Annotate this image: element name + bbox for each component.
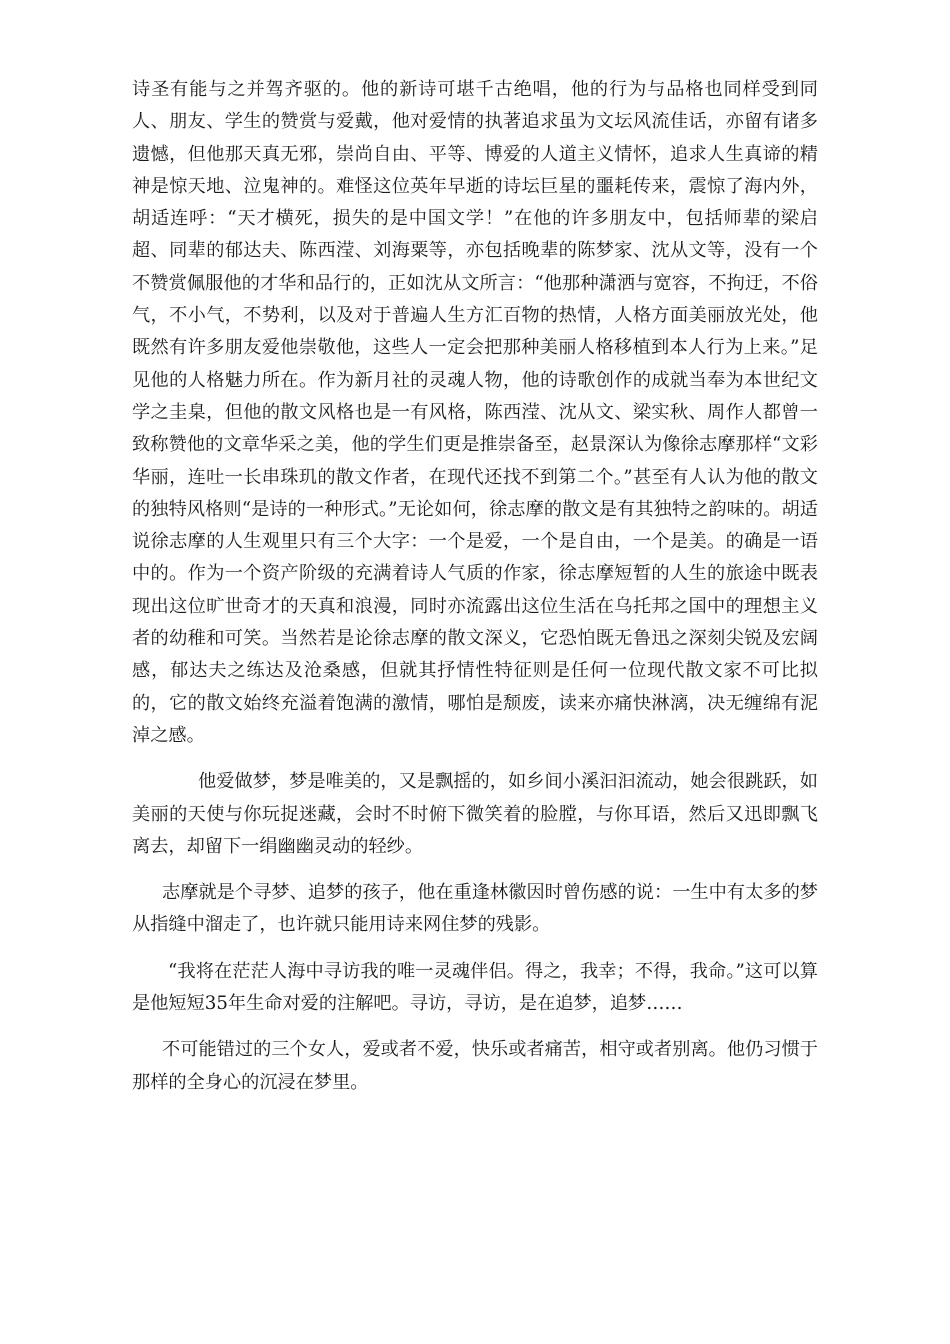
document-body — [132, 74, 818, 1099]
paragraph-3: 志摩就是个寻梦、追梦的孩子，他在重逢林徽因时曾伤感的说：一生中有太多的梦从指缝中溜走了，也许就只能用诗来网住梦的残影。 — [132, 882, 818, 936]
paragraph-5: 不可能错过的三个女人，爱或者不爱，快乐或者痛苦，相守或者别离。他仍习惯于那样的全身心的沉浸在梦里。 — [132, 1039, 818, 1093]
paragraph-1: 诗圣有能与之并驾齐驱的。他的新诗可堪千古绝唱，他的行为与品格也同样受到同人、朋友、学生的赞赏与爱戴，他对爱情的执著追求虽为文坛风流佳话，亦留有诸多遗憾，但他那天真无邪，崇尚自由、平等、博爱的人道主义情怀，追求人生真谛的精神是惊天地、泣鬼神的。难怪这位英年早逝的诗坛巨星的噩耗传来，震惊了海内外，胡适连呼：“天才横死，损失的是中国文学！”在他的许多朋友中，包括师辈的梁启超、同辈的郁达夫、陈西滢、刘海粟等，亦包括晚辈的陈梦家、沈从文等，没有一个不赞赏佩服他的才华和品行的，正如沈从文所言：“他那种潇洒与宽容，不拘迂，不俗气，不小气，不势利，以及对于普遍人生方汇百物的热情，人格方面美丽放光处，他既然有许多朋友爱他崇敬他，这些人一定会把那种美丽人格移植到本人行为上来。”足见他的人格魅力所在。作为新月社的灵魂人物，他的诗歌创作的成就当奉为本世纪文学之圭臬，但他的散文风格也是一有风格，陈西滢、沈从文、梁实秋、周作人都曾一致称赞他的文章华采之美，他的学生们更是推崇备至，赵景深认为像徐志摩那样“文彩华丽，连吐一长串珠玑的散文作者，在现代还找不到第二个。”甚至有人认为他的散文的独特风格则“是诗的一种形式。”无论如何，徐志摩的散文是有其独特之韵味的。胡适说徐志摩的人生观里只有三个大字：一个是爱，一个是自由，一个是美。的确是一语中的。作为一个资产阶级的充满着诗人气质的作家，徐志摩短暂的人生的旅途中既表现出这位旷世奇才的天真和浪漫，同时亦流露出这位生活在乌托邦之国中的理想主义者的幼稚和可笑。当然若是论徐志摩的散文深义，它恐怕既无鲁迅之深刻尖锐及宏阔感，郁达夫之练达及沧桑感，但就其抒情性特征则是任何一位现代散文家不可比拟的，它的散文始终充溢着饱满的激情，哪怕是颓废，读来亦痛快淋漓，决无缠绵有泥淖之感。 — [132, 79, 818, 746]
paragraph-4: “我将在茫茫人海中寻访我的唯一灵魂伴侣。得之，我幸；不得，我命。”这可以算是他短短35年生命对爱的注解吧。寻访，寻访，是在追梦，追梦…… — [132, 960, 818, 1015]
paragraph-2: 他爱做梦，梦是唯美的，又是飘摇的，如乡间小溪汩汩流动，她会很跳跃，如美丽的天使与你玩捉迷藏，会时不时俯下微笑着的脸膛，与你耳语，然后又迅即飘飞离去，却留下一绢幽幽灵动的轻纱。 — [132, 771, 818, 857]
